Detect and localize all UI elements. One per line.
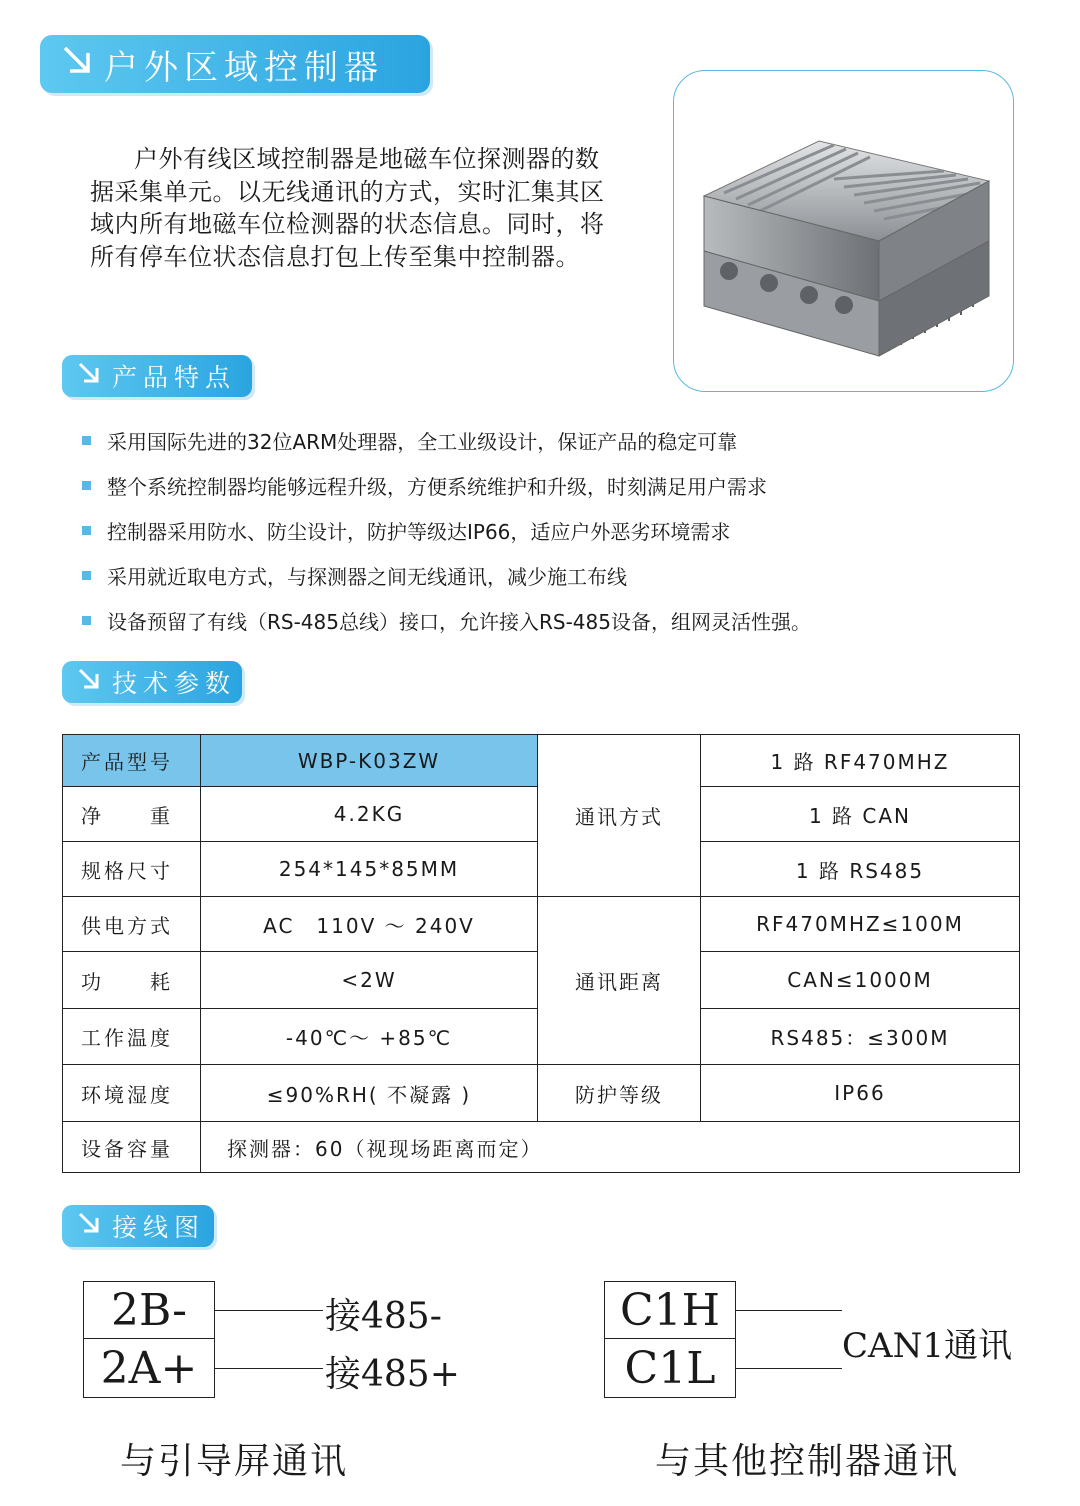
capacity-value: 探测器：60（视现场距离而定） (201, 1122, 1020, 1173)
features-title: 产品特点 (112, 363, 237, 392)
table-row (63, 1065, 1020, 1122)
wire-target-485-plus: 接485+ (325, 1354, 460, 1395)
list-item: 采用国际先进的32位ARM处理器，全工业级设计，保证产品的稳定可靠 (82, 418, 811, 463)
list-item: 设备预留了有线（RS-485总线）接口，允许接入RS-485设备，组网灵活性强。 (82, 598, 811, 643)
main-title: 户外区域控制器 (104, 47, 384, 88)
wire-target-can1: CAN1通讯 (842, 1326, 1012, 1366)
wiring-title-tag (62, 1205, 214, 1247)
wiring-title: 接线图 (112, 1213, 206, 1242)
square-bullet-icon (82, 526, 91, 535)
square-bullet-icon (82, 571, 91, 580)
arrow-down-right-icon (76, 1210, 102, 1242)
arrow-down-right-icon (76, 360, 102, 392)
consumption-label: 功 耗 (63, 952, 201, 1009)
distance-label: 通讯距离 (538, 897, 701, 1065)
weight-value: 4.2KG (201, 787, 538, 842)
wire-line (215, 1368, 323, 1369)
comm-value: 1 路 RF470MHZ (701, 735, 1020, 787)
distance-value: CAN≤1000M (701, 952, 1020, 1009)
spec-table (62, 734, 1020, 1173)
specs-title-tag (62, 661, 242, 703)
humidity-value: ≤90%RH( 不凝露 ) (201, 1065, 538, 1122)
terminal-c1l: C1L (604, 1338, 736, 1398)
size-label: 规格尺寸 (63, 842, 201, 897)
distance-value: RF470MHZ≤100M (701, 897, 1020, 952)
arrow-down-right-icon (76, 666, 102, 698)
temp-value: -40℃～ +85℃ (201, 1009, 538, 1065)
wire-line (736, 1368, 842, 1369)
protection-value: IP66 (701, 1065, 1020, 1122)
weight-label: 净 重 (63, 787, 201, 842)
square-bullet-icon (82, 616, 91, 625)
main-title-tag (40, 35, 430, 93)
arrow-down-right-icon (60, 43, 94, 86)
comm-label: 通讯方式 (538, 735, 701, 897)
list-item: 控制器采用防水、防尘设计，防护等级达IP66，适应户外恶劣环境需求 (82, 508, 811, 553)
consumption-value: <2W (201, 952, 538, 1009)
table-row (63, 897, 1020, 952)
power-value: AC 110V ～ 240V (201, 897, 538, 952)
power-label: 供电方式 (63, 897, 201, 952)
list-item: 采用就近取电方式，与探测器之间无线通讯，减少施工布线 (82, 553, 811, 598)
comm-value: 1 路 RS485 (701, 842, 1020, 897)
controller-product-image (684, 101, 1004, 371)
right-wiring-caption: 与其他控制器通讯 (655, 1441, 960, 1482)
wire-target-485-minus: 接485- (325, 1296, 442, 1337)
capacity-label: 设备容量 (63, 1122, 201, 1173)
terminal-2a-plus: 2A+ (83, 1338, 215, 1398)
wire-line (215, 1310, 323, 1311)
left-wiring-caption: 与引导屏通讯 (120, 1441, 349, 1482)
table-row (63, 735, 1020, 787)
list-item: 整个系统控制器均能够远程升级，方便系统维护和升级，时刻满足用户需求 (82, 463, 811, 508)
model-value: WBP-K03ZW (201, 735, 538, 787)
model-label: 产品型号 (63, 735, 201, 787)
size-value: 254*145*85MM (201, 842, 538, 897)
humidity-label: 环境湿度 (63, 1065, 201, 1122)
wire-line (736, 1310, 842, 1311)
temp-label: 工作温度 (63, 1009, 201, 1065)
table-row (63, 1122, 1020, 1173)
features-list (82, 418, 811, 643)
terminal-2b-minus: 2B- (83, 1281, 215, 1339)
specs-title: 技术参数 (112, 669, 237, 698)
square-bullet-icon (82, 436, 91, 445)
square-bullet-icon (82, 481, 91, 490)
product-photo-frame (673, 70, 1014, 392)
distance-value: RS485：≤300M (701, 1009, 1020, 1065)
intro-paragraph: 户外有线区域控制器是地磁车位探测器的数据采集单元。以无线通讯的方式，实时汇集其区域内所有地磁车位检测器的状态信息。同时，将所有停车位状态信息打包上传至集中控制器。 (90, 145, 605, 271)
protection-label: 防护等级 (538, 1065, 701, 1122)
features-title-tag (62, 355, 252, 397)
comm-value: 1 路 CAN (701, 787, 1020, 842)
terminal-c1h: C1H (604, 1281, 736, 1339)
